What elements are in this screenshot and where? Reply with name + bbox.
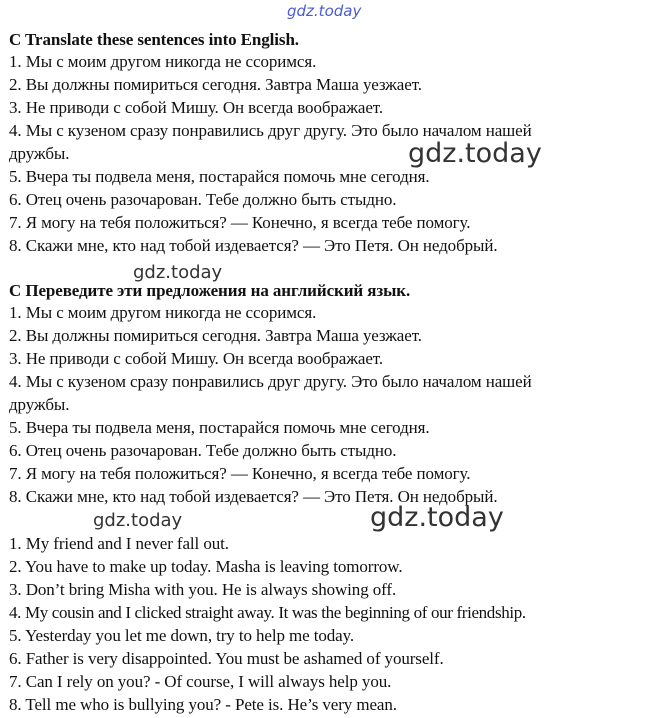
section1-line-5: 5. Вчера ты подвела меня, постарайся помочь мне сегодня.: [9, 167, 430, 186]
section2-line-4-cont: дружбы.: [9, 395, 70, 414]
watermark-top: gdz.today: [287, 2, 362, 20]
watermark-mid-left-1: gdz.today: [133, 262, 223, 283]
answer-line-2: 2. You have to make up today. Masha is leaving tomorrow.: [9, 557, 403, 576]
answer-line-5: 5. Yesterday you let me down, try to help me today.: [9, 626, 355, 645]
watermark-mid-left-2: gdz.today: [93, 510, 183, 531]
answer-line-7: 7. Can I rely on you? - Of course, I will always help you.: [9, 672, 392, 691]
watermark-mid-right-1: gdz.today: [408, 138, 542, 169]
answer-line-3: 3. Don’t bring Misha with you. He is always showing off.: [9, 580, 397, 599]
section1-line-4: 4. Мы с кузеном сразу понравились друг другу. Это было началом нашей: [9, 121, 532, 140]
section1-line-8: 8. Скажи мне, кто над тобой издевается? — Это Петя. Он недобрый.: [9, 236, 498, 255]
section2-line-1: 1. Мы с моим другом никогда не ссоримся.: [9, 303, 317, 322]
section1-line-3: 3. Не приводи с собой Мишу. Он всегда воображает.: [9, 98, 383, 117]
answer-line-6: 6. Father is very disappointed. You must be ashamed of yourself.: [9, 649, 444, 668]
section1-line-6: 6. Отец очень разочарован. Тебе должно быть стыдно.: [9, 190, 397, 209]
section2-line-8: 8. Скажи мне, кто над тобой издевается? — Это Петя. Он недобрый.: [9, 487, 498, 506]
section2-line-4: 4. Мы с кузеном сразу понравились друг другу. Это было началом нашей: [9, 372, 532, 391]
watermark-mid-right-2: gdz.today: [370, 502, 504, 533]
section2-line-5: 5. Вчера ты подвела меня, постарайся помочь мне сегодня.: [9, 418, 430, 437]
section2-line-6: 6. Отец очень разочарован. Тебе должно быть стыдно.: [9, 441, 397, 460]
section1-line-4-cont: дружбы.: [9, 144, 70, 163]
section1-heading: C Translate these sentences into English.: [9, 30, 299, 49]
section1-line-7: 7. Я могу на тебя положиться? — Конечно, я всегда тебе помогу.: [9, 213, 471, 232]
section2-line-3: 3. Не приводи с собой Мишу. Он всегда воображает.: [9, 349, 383, 368]
answer-line-4: 4. My cousin and I clicked straight away. It was the beginning of our friendship.: [9, 603, 526, 622]
answer-line-8: 8. Tell me who is bullying you? - Pete is. He’s very mean.: [9, 695, 397, 714]
section1-line-2: 2. Вы должны помириться сегодня. Завтра Маша уезжает.: [9, 75, 422, 94]
section1-line-1: 1. Мы с моим другом никогда не ссоримся.: [9, 52, 317, 71]
answer-line-1: 1. My friend and I never fall out.: [9, 534, 229, 553]
section2-line-7: 7. Я могу на тебя положиться? — Конечно, я всегда тебе помогу.: [9, 464, 471, 483]
section2-line-2: 2. Вы должны помириться сегодня. Завтра Маша уезжает.: [9, 326, 422, 345]
section2-heading: С Переведите эти предложения на английский язык.: [9, 281, 411, 300]
